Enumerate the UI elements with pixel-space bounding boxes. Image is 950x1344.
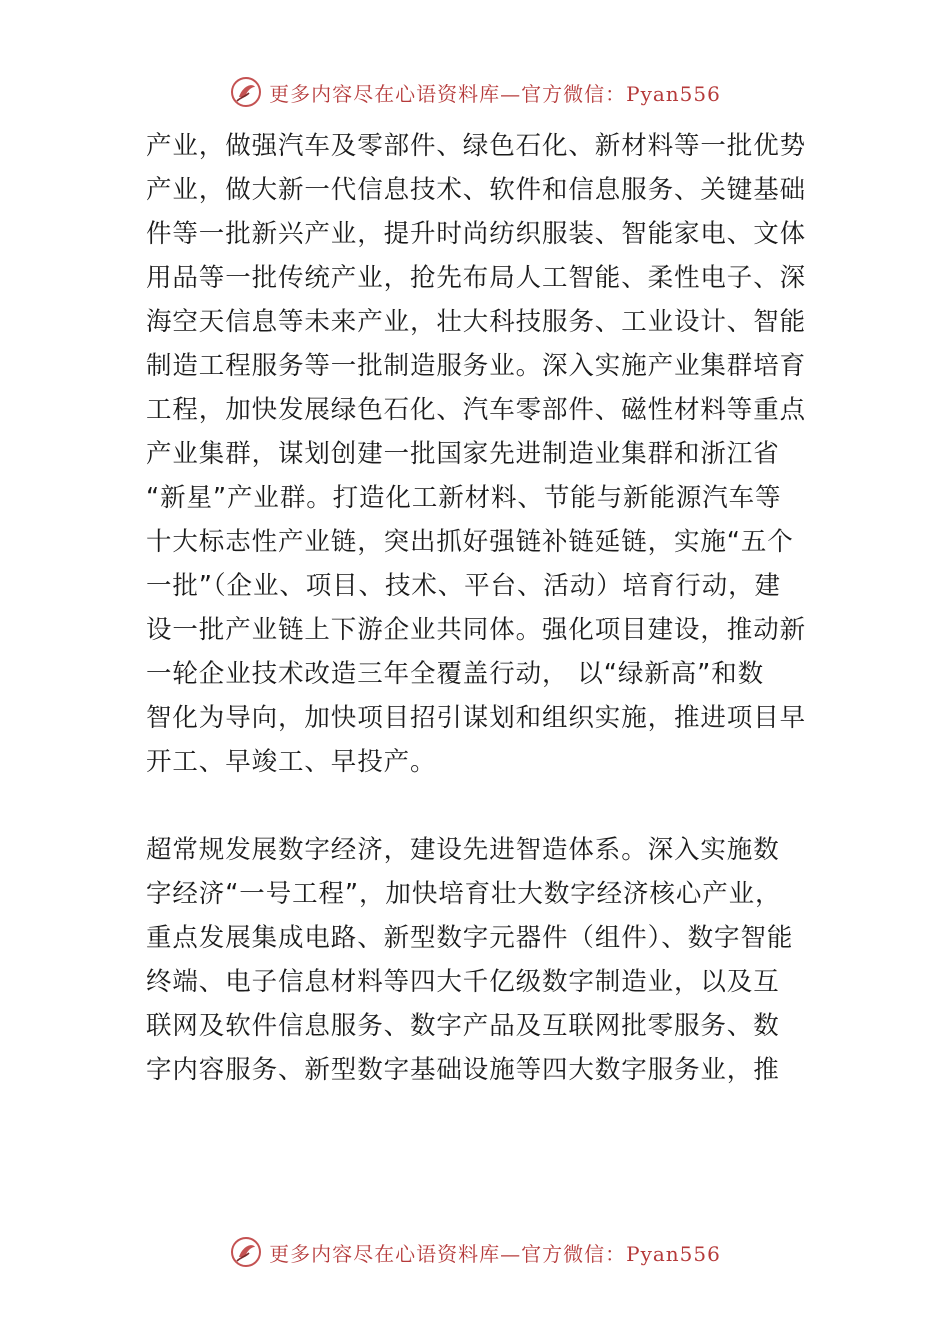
text-line: 字经济“一号工程”，加快培育壮大数字经济核心产业， [146,879,782,909]
text-line: 设一批产业链上下游企业共同体。强化项目建设，推动新 [146,615,807,645]
text-line: 制造工程服务等一批制造服务业。深入实施产业集群培育 [146,351,807,381]
text-line: 联网及软件信息服务、数字产品及互联网批零服务、数 [146,1011,780,1041]
text-line: 产业集群，谋划创建一批国家先进制造业集群和浙江省 [146,439,780,469]
text-line: 件等一批新兴产业，提升时尚纺织服装、智能家电、文体 [146,219,807,249]
text-line: “新星”产业群。打造化工新材料、节能与新能源汽车等 [146,483,782,513]
page-footer [0,1232,950,1272]
page-header [0,72,950,112]
text-line: 超常规发展数字经济，建设先进智造体系。深入实施数 [146,835,780,865]
rose-logo-icon [229,75,263,109]
text-line: 一轮企业技术改造三年全覆盖行动， 以“绿新高”和数 [146,659,765,689]
text-line: 开工、早竣工、早投产。 [146,747,437,777]
text-line: 产业，做大新一代信息技术、软件和信息服务、关键基础 [146,175,807,205]
rose-logo-icon [229,1235,263,1269]
footer-text: 更多内容尽在心语资料库—官方微信：Pyan556 [269,1241,721,1266]
text-line: 字内容服务、新型数字基础设施等四大数字服务业，推 [146,1055,780,1085]
header-text: 更多内容尽在心语资料库—官方微信：Pyan556 [269,81,721,106]
paragraph [146,828,836,1092]
text-line: 一批”（企业、项目、技术、平台、活动）培育行动，建 [146,571,781,601]
paragraph [146,124,836,784]
text-line: 产业，做强汽车及零部件、绿色石化、新材料等一批优势 [146,131,807,161]
text-line: 终端、电子信息材料等四大千亿级数字制造业，以及互 [146,967,780,997]
text-line: 十大标志性产业链，突出抓好强链补链延链，实施“五个 [146,527,794,557]
text-line: 海空天信息等未来产业，壮大科技服务、工业设计、智能 [146,307,807,337]
text-line: 重点发展集成电路、新型数字元器件（组件）、数字智能 [146,923,794,953]
document-body [146,124,836,1092]
text-line: 用品等一批传统产业，抢先布局人工智能、柔性电子、深 [146,263,807,293]
text-line: 工程，加快发展绿色石化、汽车零部件、磁性材料等重点 [146,395,807,425]
text-line: 智化为导向，加快项目招引谋划和组织实施，推进项目早 [146,703,807,733]
paragraph-gap [146,784,836,828]
